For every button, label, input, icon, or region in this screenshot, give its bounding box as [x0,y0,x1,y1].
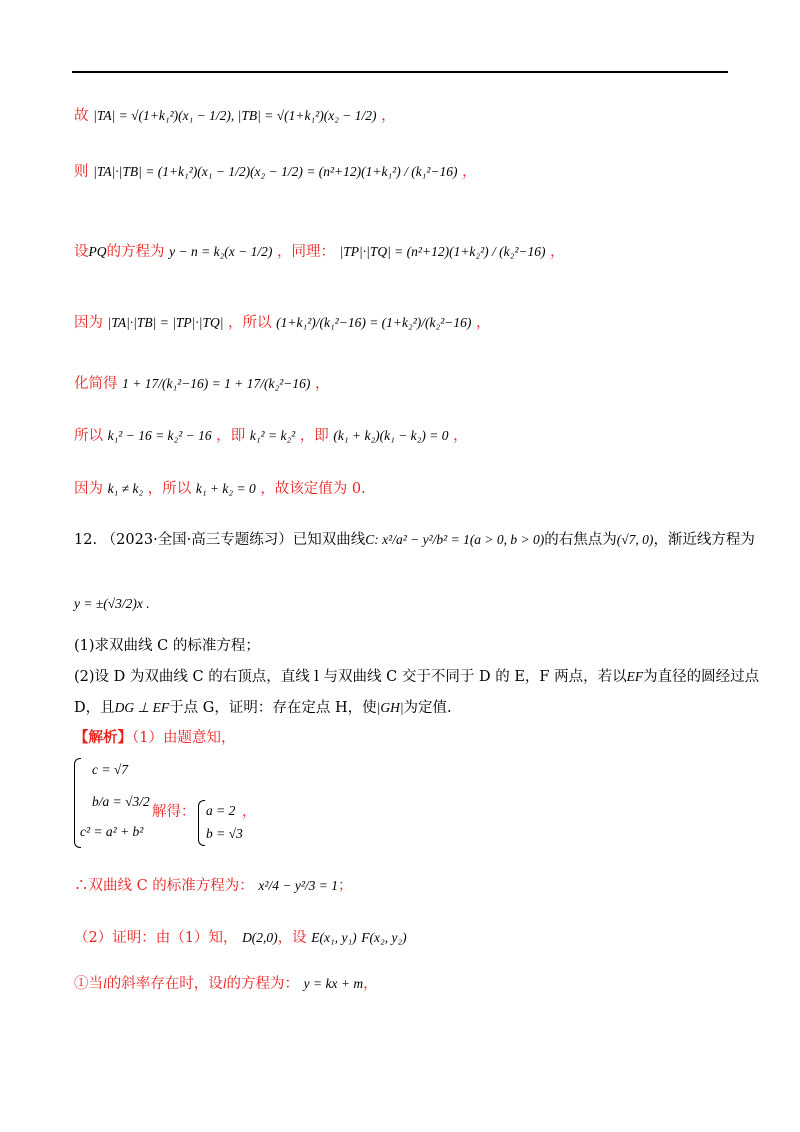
line-2-expr: |TA|·|TB| = (1+k₁²)(x₁ − 1/2)(x₂ − 1/2) = (n²+12)(1+k₁²) / (k₁²−16) [93,164,458,179]
solution-intro: （1）由题意知， [132,730,236,746]
line-1-expr: |TA| = √(1+k₁²)(x₁ − 1/2), |TB| = √(1+k₁²)(x₂ − 1/2) [93,108,377,123]
equation-line-5 [74,374,329,394]
solution-b: b = √3 [206,826,243,841]
line-7-expr1: k₁ ≠ k₂ [107,481,144,496]
header-rule [72,71,728,73]
question-2-line-1 [74,667,759,687]
case-1-line-l2: l [222,976,227,991]
line-6-mid2: ，即 [299,428,329,444]
result-prefix: ∴双曲线 C 的标准方程为： [74,878,254,894]
part-2-prefix: （2）证明：由（1）知， [74,930,238,946]
case-1-prefix: ①当 [74,976,103,992]
problem-number: 12. [74,532,98,548]
line-6-expr1: k₁² − 16 = k₂² − 16 [107,428,212,443]
line-4-expr1: |TA|·|TB| = |TP|·|TQ| [107,315,224,330]
line-5-prefix: 化简得 [74,376,118,392]
line-3-expr1: y − n = k₂(x − 1/2) [169,244,273,259]
line-6-mid: ，即 [216,428,246,444]
line-3-expr2: |TP|·|TQ| = (n²+12)(1+k₂²) / (k₂²−16) [339,244,546,259]
line-4-mid: ，所以 [228,315,272,331]
question-2-text-b: 为直径的圆经过点 [643,669,760,685]
system-eq-2: b/a = √3/2 [92,794,150,809]
line-4-expr2: (1+k₁²)/(k₁²−16) = (1+k₂²)/(k₂²−16) [276,315,472,330]
line-6-expr3: (k₁ + k₂)(k₁ − k₂) = 0 [333,428,449,443]
gh-length: |GH| [376,700,404,715]
line-6-prefix: 所以 [74,428,103,444]
problem-text-b: 的右焦点为 [544,532,617,548]
solution-a: a = 2 [206,803,236,818]
question-1 [74,636,260,656]
line-l-equation: y = kx + m [303,976,364,991]
question-1-text: (1)求双曲线 C 的标准方程； [74,638,260,654]
system-brace-2 [198,800,205,846]
case-1-line-l: l [103,976,107,991]
line-6-expr2: k₁² = k₂² [249,428,296,443]
question-2-text-a: (2)设 D 为双曲线 C 的右顶点，直线 l 与双曲线 C 交于不同于 D 的 E，F 两点，若以 [74,669,627,685]
line-5-suffix: ， [314,376,330,392]
point-d: D(2,0) [242,930,278,945]
line-7-expr2: k₁ + k₂ = 0 [195,481,256,496]
line-1-suffix: ， [381,108,396,124]
line-4-suffix: ， [475,315,491,331]
solve-label: 解得： [152,804,196,820]
equation-line-2 [74,162,477,182]
asymptote-line [74,594,150,614]
equation-line-4 [74,313,490,333]
equation-line-1 [74,106,396,126]
case-1-suffix: ， [363,976,378,992]
problem-text-c: ，渐近线方程为 [653,532,755,548]
line-3-prefix: 设 [74,244,89,260]
line-3-mid: 的方程为 [106,244,165,260]
equation-line-6 [74,426,468,446]
ef-segment: EF [626,669,644,684]
line-7-suffix: ，故该定值为 0. [260,481,366,497]
line-4-prefix: 因为 [74,315,103,331]
hyperbola-equation: C: x²/a² − y²/b² = 1(a > 0, b > 0) [365,532,545,547]
line-3-pq: PQ [88,244,107,259]
question-2-text-d: 于点 G，证明：存在定点 H，使 [169,700,377,716]
focus-point: (√7, 0) [616,532,654,547]
question-2-text-e: 为定值. [403,700,452,716]
problem-text-a: 已知双曲线 [292,532,366,548]
system-eq-1: c = √7 [92,762,129,777]
line-6-suffix: ， [453,428,468,444]
line-7-prefix: 因为 [74,481,103,497]
line-5-expr: 1 + 17/(k₁²−16) = 1 + 17/(k₂²−16) [122,376,311,391]
line-3-mid2: ，同理： [276,244,335,260]
part-2-line [74,928,407,948]
result-line [74,876,352,896]
case-1-mid2: 的方程为： [226,976,300,992]
equation-line-3 [74,242,565,262]
hyperbola-standard-equation: x²/4 − y²/3 = 1 [258,878,338,893]
problem-12-stem [74,530,755,550]
question-2-line-2 [74,698,452,718]
equation-line-7 [74,479,366,499]
solution-header [74,728,235,748]
case-1-line [74,974,378,994]
question-2-text-c: D，且 [74,700,115,716]
line-1-prefix: 故 [74,108,89,124]
asymptote-equation: y = ±(√3/2)x . [74,596,150,611]
line-2-prefix: 则 [74,164,89,180]
line-7-mid: ，所以 [147,481,192,497]
point-e: E(x₁, y₁) [311,930,357,945]
solution-comma: ， [242,804,257,820]
solution-tag: 【解析】 [74,729,132,746]
case-1-mid: 的斜率存在时，设 [106,976,223,992]
line-3-suffix: ， [550,244,565,260]
system-eq-3: c² = a² + b² [80,824,144,839]
point-f: F(x₂, y₂) [361,930,407,945]
perpendicular-expr: DG ⊥ EF [114,700,170,715]
part-2-mid: ，设 [277,930,307,946]
line-2-suffix: ， [462,164,477,180]
result-suffix: ； [337,878,353,894]
problem-source: （2023·全国·高三专题练习） [101,532,293,548]
